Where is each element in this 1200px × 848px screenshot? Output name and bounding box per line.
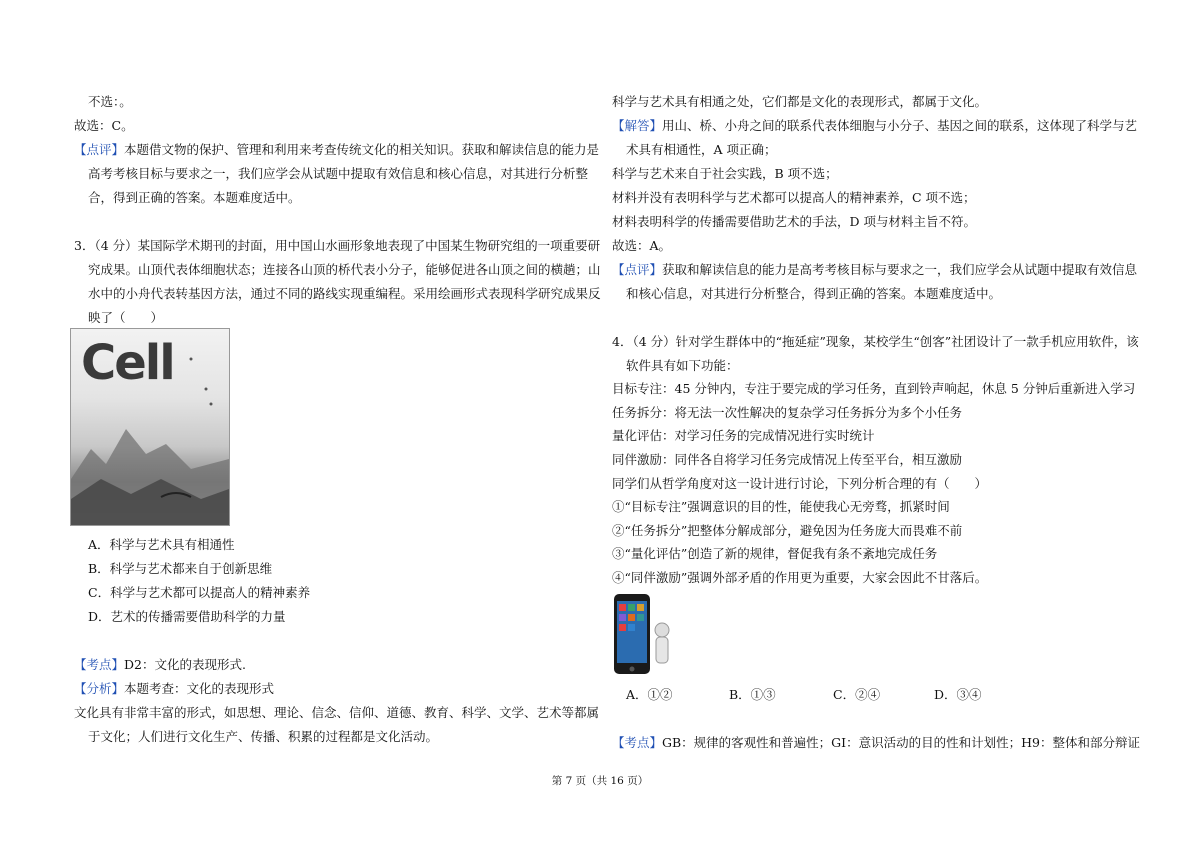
analysis xyxy=(74,681,274,697)
question-4-line-6: 同伴激励：同伴各自将学习任务完成情况上传至平台，相互激励 xyxy=(612,452,963,467)
right-line-5: 材料并没有表明科学与艺术都可以提高人的精神素养，C 项不选； xyxy=(612,190,976,205)
landscape-illustration xyxy=(71,329,229,525)
knowledge-point-q4 xyxy=(612,735,1140,751)
right-line-3: 术具有相通性，A 项正确； xyxy=(626,142,777,157)
left-line-4: 高考考核目标与要求之一，我们应学会从试题中提取有效信息和核心信息，对其进行分析整 xyxy=(88,166,589,181)
question-4-line-5: 量化评估：对学习任务的完成情况进行实时统计 xyxy=(612,428,875,443)
right-line-7: 故选：A。 xyxy=(612,238,672,253)
cell-journal-cover-image xyxy=(70,328,230,526)
option-a: A．科学与艺术具有相通性 xyxy=(88,537,235,552)
cell-logo: Cell xyxy=(81,335,174,391)
answer-tag: 【解答】 xyxy=(612,118,663,133)
statement-3: ③“量化评估”创造了新的规律，督促我有条不紊地完成任务 xyxy=(612,546,938,561)
option-c: C．科学与艺术都可以提高人的精神素养 xyxy=(88,585,311,600)
knowledge-tag-q4: 【考点】 xyxy=(612,735,663,750)
question-4-line-7: 同学们从哲学角度对这一设计进行讨论，下列分析合理的有（ ） xyxy=(612,476,988,491)
left-line-1: 不选：。 xyxy=(88,94,132,109)
right-line-1: 科学与艺术具有相通之处，它们都是文化的表现形式，都属于文化。 xyxy=(612,94,988,109)
question-4-line-2: 软件具有如下功能： xyxy=(626,358,739,373)
question-4-line-1: 4．（4 分）针对学生群体中的“拖延症”现象，某校学生“创客”社团设计了一款手机应用软件，该 xyxy=(612,334,1139,349)
knowledge-text: D2：文化的表现形式. xyxy=(124,657,246,672)
comment-text: 本题借文物的保护、管理和利用来考查传统文化的相关知识。获取和解读信息的能力是 xyxy=(124,142,600,157)
question-3-line-2: 究成果。山顶代表体细胞状态；连接各山顶的桥代表小分子，能够促进各山顶之间的横趟；山 xyxy=(88,262,601,277)
answer-choice-b: B．①③ xyxy=(729,687,776,702)
question-4-line-3: 目标专注：45 分钟内，专注于要完成的学习任务，直到铃声响起，休息 5 分钟后重新进入学习 xyxy=(612,381,1136,396)
right-line-9: 和核心信息，对其进行分析整合，得到正确的答案。本题难度适中。 xyxy=(626,286,1002,301)
statement-4: ④“同伴激励”强调外部矛盾的作用更为重要，大家会因此不甘落后。 xyxy=(612,570,988,585)
answer-text: 用山、桥、小舟之间的联系代表体细胞与小分子、基因之间的联系，这体现了科学与艺 xyxy=(662,118,1138,133)
question-3-line-3: 水中的小舟代表转基因方法，通过不同的路线实现重编程。采用绘画形式表现科学研究成果反 xyxy=(88,286,601,301)
smartphone-image xyxy=(612,592,672,678)
review-text: 获取和解读信息的能力是高考考核目标与要求之一，我们应学会从试题中提取有效信息 xyxy=(662,262,1138,277)
answer-choice-d: D．③④ xyxy=(934,687,982,702)
comment-paragraph xyxy=(74,142,599,158)
question-4-line-4: 任务拆分：将无法一次性解决的复杂学习任务拆分为多个小任务 xyxy=(612,405,963,420)
option-b: B．科学与艺术都来自于创新思维 xyxy=(88,561,273,576)
knowledge-point xyxy=(74,657,246,673)
statement-1: ①“目标专注”强调意识的目的性，能使我心无旁骛，抓紧时间 xyxy=(612,499,950,514)
knowledge-text-q4: GB：规律的客观性和普遍性；GI：意识活动的目的性和计划性；H9：整体和部分辩证 xyxy=(662,735,1140,750)
analysis-line-3: 于文化；人们进行文化生产、传播、积累的过程都是文化活动。 xyxy=(88,729,439,744)
comment-tag: 【点评】 xyxy=(74,142,125,157)
analysis-line-2: 文化具有非常丰富的形式，如思想、理论、信念、信仰、道德、教育、科学、文学、艺术等都属 xyxy=(74,705,600,720)
answer-choice-c: C．②④ xyxy=(833,687,881,702)
right-line-6: 材料表明科学的传播需要借助艺术的手法，D 项与材料主旨不符。 xyxy=(612,214,976,229)
statement-2: ②“任务拆分”把整体分解成部分，避免因为任务庞大而畏难不前 xyxy=(612,523,963,538)
answer-paragraph xyxy=(612,118,1137,134)
review-tag: 【点评】 xyxy=(612,262,663,277)
left-line-5: 合，得到正确的答案。本题难度适中。 xyxy=(88,190,301,205)
analysis-text: 本题考查：文化的表现形式 xyxy=(124,681,275,696)
question-3-line-4: 映了（ ） xyxy=(88,310,164,325)
left-line-2: 故选：C。 xyxy=(74,118,134,133)
page-footer: 第 7 页（共 16 页） xyxy=(551,775,649,787)
analysis-tag: 【分析】 xyxy=(74,681,125,696)
right-line-4: 科学与艺术来自于社会实践，B 项不选； xyxy=(612,166,838,181)
review-paragraph xyxy=(612,262,1137,278)
option-d: D．艺术的传播需要借助科学的力量 xyxy=(88,609,286,624)
knowledge-tag: 【考点】 xyxy=(74,657,125,672)
question-3-line-1: 3．（4 分）某国际学术期刊的封面，用中国山水画形象地表现了中国某生物研究组的一项重要研 xyxy=(74,238,601,253)
answer-choice-a: A．①② xyxy=(626,687,673,702)
